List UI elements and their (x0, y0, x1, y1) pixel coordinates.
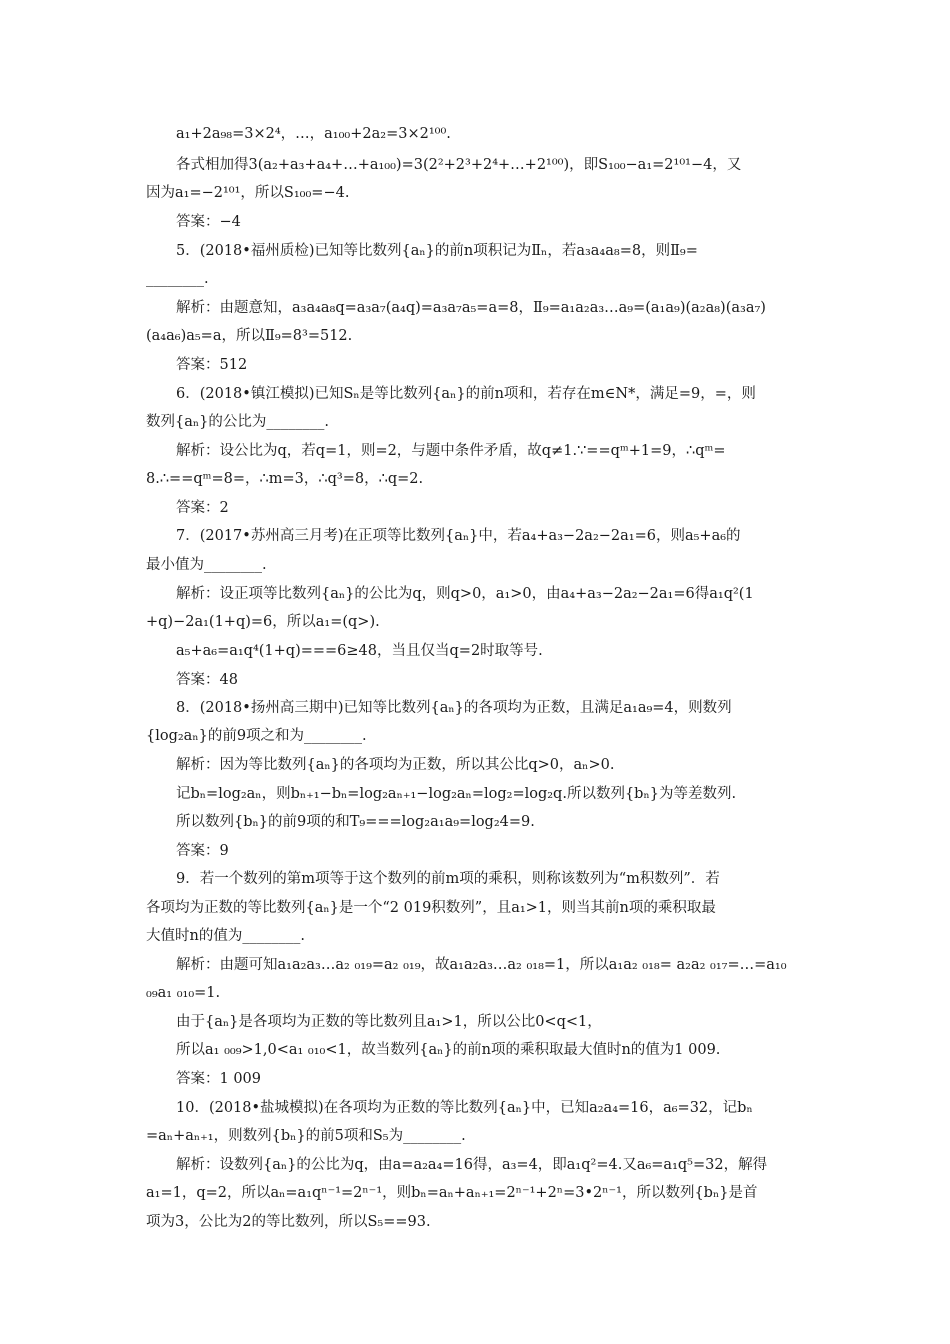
text-line: 最小值为________. (146, 557, 267, 573)
text-line: 解析：由题意知，a₃a₄a₈q=a₃a₇(a₄q)=a₃a₇a₅=a=8，Ⅱ₉=a₁a₂a₃…a₉=(a₁a₉)(a₂a₈)(a₃a₇) (176, 300, 766, 316)
text-line: +q)−2a₁(1+q)=6，所以a₁=(q>). (146, 614, 380, 630)
text-line: 10．(2018•盐城模拟)在各项均为正数的等比数列{aₙ}中，已知a₂a₄=16，a₆=32，记bₙ (176, 1100, 753, 1116)
text-line: 记bₙ=log₂aₙ，则bₙ₊₁−bₙ=log₂aₙ₊₁−log₂aₙ=log₂=log₂q.所以数列{bₙ}为等差数列. (176, 786, 737, 802)
text-line: 答案：9 (176, 843, 229, 859)
text-line: 解析：因为等比数列{aₙ}的各项均为正数，所以其公比q>0，aₙ>0. (176, 757, 615, 773)
text-line: 解析：由题可知a₁a₂a₃…a₂ ₀₁₉=a₂ ₀₁₉，故a₁a₂a₃…a₂ ₀₁₈=1，所以a₁a₂ ₀₁₈= a₂a₂ ₀₁₇=…=a₁₀ (176, 957, 787, 973)
text-line: 8.∴==qᵐ=8=，∴m=3，∴q³=8，∴q=2. (146, 471, 424, 487)
text-line: 各式相加得3(a₂+a₃+a₄+…+a₁₀₀)=3(2²+2³+2⁴+…+2¹⁰⁰)，即S₁₀₀−a₁=2¹⁰¹−4，又 (176, 157, 742, 173)
text-line: a₁+2a₉₈=3×2⁴，…，a₁₀₀+2a₂=3×2¹⁰⁰. (176, 126, 451, 142)
text-line: =aₙ+aₙ₊₁，则数列{bₙ}的前5项和S₅为________. (146, 1128, 466, 1144)
text-line: 数列{aₙ}的公比为________. (146, 414, 329, 430)
text-line: 答案：1 009 (176, 1071, 262, 1087)
text-line: 7．(2017•苏州高三月考)在正项等比数列{aₙ}中，若a₄+a₃−2a₂−2a₁=6，则a₅+a₆的 (176, 528, 741, 544)
text-line: 所以数列{bₙ}的前9项的和T₉===log₂a₁a₉=log₂4=9. (176, 814, 535, 830)
text-line: 答案：512 (176, 357, 248, 373)
text-line: 答案：−4 (176, 214, 241, 230)
text-line: ₀₉a₁ ₀₁₀=1. (146, 985, 221, 1001)
text-line: 各项均为正数的等比数列{aₙ}是一个“2 019积数列”，且a₁>1，则当其前n项的乘积取最 (146, 900, 716, 916)
text-line: ________. (146, 271, 209, 287)
text-line: a₁=1，q=2，所以aₙ=a₁qⁿ⁻¹=2ⁿ⁻¹，则bₙ=aₙ+aₙ₊₁=2ⁿ⁻¹+2ⁿ=3•2ⁿ⁻¹，所以数列{bₙ}是首 (146, 1185, 758, 1201)
text-line: 6．(2018•镇江模拟)已知Sₙ是等比数列{aₙ}的前n项和，若存在m∈N*，满足=9，=，则 (176, 386, 756, 402)
text-line: a₅+a₆=a₁q⁴(1+q)===6≥48，当且仅当q=2时取等号. (176, 643, 543, 659)
text-line: 解析：设正项等比数列{aₙ}的公比为q，则q>0，a₁>0，由a₄+a₃−2a₂−2a₁=6得a₁q²(1 (176, 586, 754, 602)
text-line: 5．(2018•福州质检)已知等比数列{aₙ}的前n项积记为Ⅱₙ，若a₃a₄a₈=8，则Ⅱ₉= (176, 243, 698, 259)
text-line: 所以a₁ ₀₀₉>1,0<a₁ ₀₁₀<1，故当数列{aₙ}的前n项的乘积取最大值时n的值为1 009. (176, 1042, 721, 1058)
text-line: 解析：设数列{aₙ}的公比为q，由a=a₂a₄=16得，a₃=4，即a₁q²=4.又a₆=a₁q⁵=32，解得 (176, 1157, 768, 1173)
text-line: 解析：设公比为q，若q=1，则=2，与题中条件矛盾，故q≠1.∵==qᵐ+1=9，∴qᵐ= (176, 443, 726, 459)
text-line: 因为a₁=−2¹⁰¹，所以S₁₀₀=−4. (146, 185, 350, 201)
text-line: 项为3，公比为2的等比数列，所以S₅==93. (146, 1214, 431, 1230)
text-line: 大值时n的值为________. (146, 928, 305, 944)
text-line: 8．(2018•扬州高三期中)已知等比数列{aₙ}的各项均为正数，且满足a₁a₉=4，则数列 (176, 700, 732, 716)
text-line: 9．若一个数列的第m项等于这个数列的前m项的乘积，则称该数列为“m积数列”．若 (176, 871, 720, 887)
text-line: 答案：48 (176, 672, 238, 688)
text-line: {log₂aₙ}的前9项之和为________. (146, 728, 367, 744)
text-line: (a₄a₆)a₅=a，所以Ⅱ₉=8³=512. (146, 328, 353, 344)
text-line: 由于{aₙ}是各项均为正数的等比数列且a₁>1，所以公比0<q<1， (176, 1014, 602, 1030)
text-line: 答案：2 (176, 500, 229, 516)
